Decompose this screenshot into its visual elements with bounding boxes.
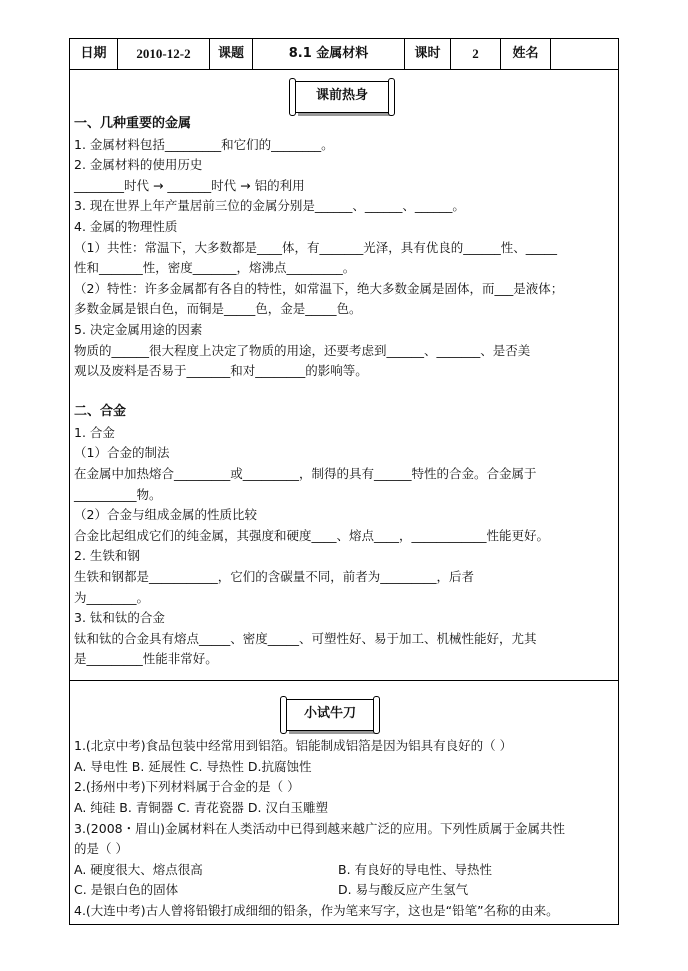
banner-practice: 小试牛刀 [286,699,374,731]
section-title: 一、几种重要的金属 [74,116,192,131]
text-line: 性和_______性，密度_______，熔沸点_________。 [74,260,356,275]
text-line: 3. 钛和钛的合金 [74,610,165,625]
period-label: 课时 [405,39,451,69]
text-line: 观以及废料是否易于_______和对________的影响等。 [74,363,368,378]
question-option-a: A. 硬度很大、熔点很高 [74,862,203,877]
banner-warmup: 课前热身 [295,81,389,113]
question-line: 3.(2008・眉山)金属材料在人类活动中已得到越来越广泛的应用。下列性质属于金属共性 [74,821,565,836]
text-line: __________物。 [74,487,162,502]
text-line: （1）合金的制法 [74,445,170,460]
name-field[interactable] [551,39,618,69]
text-line: 2. 金属材料的使用历史 [74,157,203,172]
text-line: 在金属中加热熔合_________或_________，制得的具有______特性的合金。合金属于 [74,466,537,481]
question-options: A. 导电性 B. 延展性 C. 导热性 D.抗腐蚀性 [74,759,312,774]
question-options: A. 纯硅 B. 青铜器 C. 青花瓷器 D. 汉白玉雕塑 [74,800,328,815]
topic-label: 课题 [210,39,253,69]
text-line: 3. 现在世界上年产量居前三位的金属分别是______、______、______。 [74,198,465,213]
section-title: 二、合金 [74,404,127,419]
question-option-b: B. 有良好的导电性、导热性 [338,862,493,877]
question-line: 的是（ ） [74,841,128,856]
text-line: 物质的______很大程度上决定了物质的用途，还要考虑到______、_______、是否美 [74,343,531,358]
period-value: 2 [451,39,501,69]
question-option-c: C. 是银白色的固体 [74,882,179,897]
text-line: （2）合金与组成金属的性质比较 [74,507,257,522]
text-line: 1. 合金 [74,425,115,440]
date-value: 2010-12-2 [118,39,210,69]
section-divider [70,680,618,681]
question-option-d: D. 易与酸反应产生氢气 [338,882,469,897]
text-line: 合金比起组成它们的纯金属，其强度和硬度____、熔点____，____________性能更好。 [74,528,550,543]
text-line: （1）共性：常温下，大多数都是____体，有_______光泽，具有优良的______性、_____ [74,240,557,255]
text-line: （2）特性：许多金属都有各自的特性，如常温下，绝大多数金属是固体，而___是液体； [74,281,564,296]
text-line: 钛和钛的合金具有熔点_____、密度_____、可塑性好、易于加工、机械性能好，尤其 [74,631,537,646]
date-label: 日期 [70,39,118,69]
question-line: 1.(北京中考)食品包装中经常用到铝箔。铝能制成铝箔是因为铝具有良好的（ ） [74,738,513,753]
text-line: ________时代 → _______时代 → 铝的利用 [74,178,305,193]
question-line: 4.(大连中考)古人曾将铅锻打成细细的铅条，作为笔来写字，这也是“铅笔”名称的由来。 [74,903,559,918]
text-line: 生铁和钢都是___________，它们的含碳量不同，前者为_________，后者 [74,569,475,584]
text-line: 为________。 [74,590,150,605]
worksheet [69,38,619,925]
text-line: 多数金属是银白色，而铜是_____色，金是_____色。 [74,301,362,316]
name-label: 姓名 [501,39,551,69]
header-row [70,39,618,70]
text-line: 是_________性能非常好。 [74,651,218,666]
question-line: 2.(扬州中考)下列材料属于合金的是（ ） [74,779,300,794]
text-line: 5. 决定金属用途的因素 [74,322,203,337]
text-line: 2. 生铁和钢 [74,548,140,563]
text-line: 4. 金属的物理性质 [74,219,178,234]
text-line: 1. 金属材料包括_________和它们的________。 [74,137,334,152]
topic-value: 8.1 金属材料 [253,39,405,69]
